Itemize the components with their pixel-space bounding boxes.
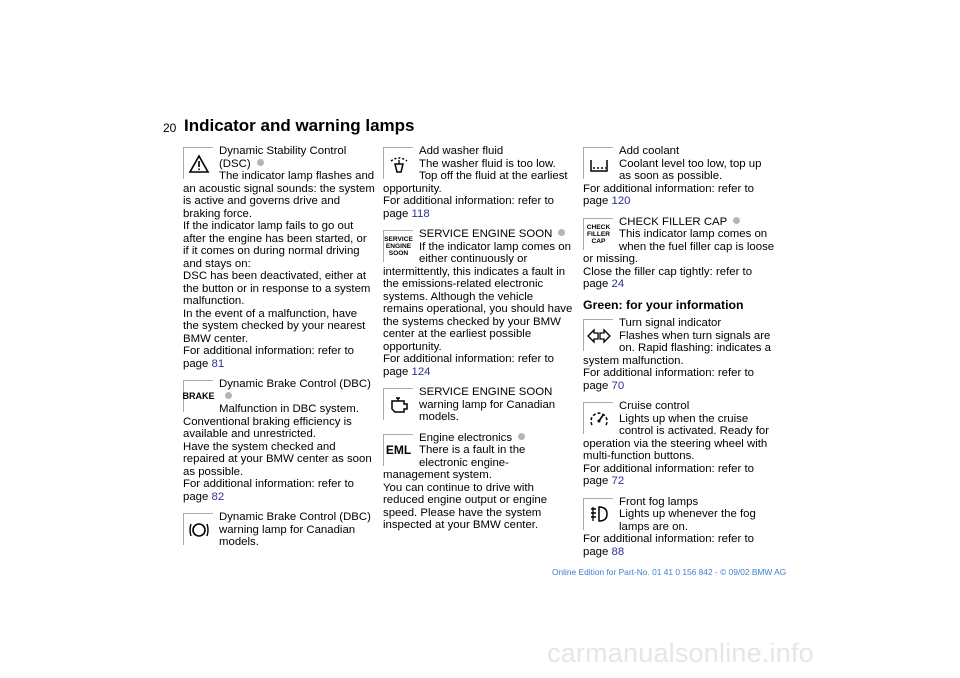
dsc-text-3: DSC has been deactivated, either at the button or in response to a system malfunction. (183, 270, 371, 307)
brake-icon-label: BRAKE (182, 391, 215, 401)
entry-eml (383, 432, 575, 532)
dbc-text: Malfunction in DBC system. Conventional braking efficiency is available and unrestricted. (183, 403, 359, 440)
service-page-link[interactable]: 124 (411, 365, 431, 378)
washer-fluid-icon (383, 147, 413, 179)
entry-service-canada (383, 386, 575, 424)
cruise-text: Lights up when the cruise control is activated. Ready for operation via the steering wheel with multi-function buttons. (583, 412, 770, 462)
entry-cruise-control (583, 400, 775, 488)
entry-coolant (583, 145, 775, 208)
indicator-dot (733, 217, 740, 224)
page-number: 20 (163, 121, 177, 135)
dbc-ref: For additional information: refer to page (183, 478, 354, 503)
washer-text: The washer fluid is too low. Top off the fluid at the earliest opportunity. (383, 157, 568, 195)
fog-page-link[interactable]: 88 (611, 545, 625, 558)
service-engine-soon-icon (383, 230, 413, 262)
dbc-page-link[interactable]: 82 (211, 490, 225, 503)
filler-text: This indicator lamp comes on when the fuel filler cap is loose or missing. (583, 228, 775, 265)
service-heading: SERVICE ENGINE SOON (419, 228, 553, 240)
coolant-text: Coolant level too low, top up as soon as possible. (619, 157, 762, 182)
entry-service-engine (383, 228, 575, 378)
page-title: Indicator and warning lamps (184, 116, 415, 135)
washer-heading: Add washer fluid (419, 145, 504, 157)
engine-icon (383, 388, 413, 420)
service-text: If the indicator lamp comes on either continuously or intermittently, this indicates a fault in the emissions-related electronic systems. Although the vehicle remains operational, you should have the systems checked by your BMW center at the earliest possible opportunity. (383, 240, 573, 353)
indicator-dot (518, 433, 525, 440)
indicator-dot (225, 392, 232, 399)
watermark: carmanualsonline.info (547, 638, 814, 668)
entry-turn-signal (583, 317, 775, 392)
cruise-heading: Cruise control (619, 400, 690, 412)
dsc-heading: Dynamic Stability Control (DSC) (219, 145, 347, 170)
filler-heading: CHECK FILLER CAP (619, 215, 728, 228)
entry-filler-cap (583, 216, 775, 291)
entry-dsc (183, 145, 375, 370)
turn-signal-icon (583, 319, 613, 351)
coolant-page-link[interactable]: 120 (611, 195, 631, 207)
filler-page-link[interactable]: 24 (611, 278, 625, 290)
dbc-canada-text: Dynamic Brake Control (DBC) warning lamp for Canadian models. (219, 511, 371, 548)
washer-page-link[interactable]: 118 (411, 207, 430, 220)
brake-disc-icon (183, 513, 213, 545)
turn-page-link[interactable]: 70 (611, 379, 625, 392)
brake-icon (183, 380, 213, 412)
entry-dbc-canada (183, 511, 375, 549)
dsc-warning-icon (183, 147, 213, 179)
coolant-ref: For additional information: refer to page (583, 182, 754, 207)
section-heading-green: Green: for your information (583, 297, 744, 312)
coolant-heading: Add coolant (619, 145, 680, 157)
entry-dbc (183, 378, 375, 503)
coolant-icon (583, 147, 613, 179)
fog-text: Lights up whenever the fog lamps are on. (619, 508, 756, 533)
fog-ref: For additional information: refer to page (583, 533, 754, 558)
filler-icon-label: CHECK FILLER CAP (586, 223, 611, 245)
turn-ref: For additional information: refer to page (583, 367, 754, 392)
column-2 (383, 145, 575, 540)
footer-edition: Online Edition for Part-No. 01 41 0 156 842 - © 09/02 BMW AG (552, 567, 787, 577)
eml-heading: Engine electronics (419, 431, 513, 444)
dsc-text: The indicator lamp flashes and an acoustic signal sounds: the system is active and governs drive and braking force. (183, 170, 375, 220)
turn-heading: Turn signal indicator (619, 317, 722, 329)
eml-text-2: You can continue to drive with reduced engine output or engine speed. Please have the system inspected at your BMW center. (383, 481, 548, 531)
entry-washer (383, 145, 575, 220)
filler-text-2: Close the filler cap tightly: refer to page (583, 265, 753, 290)
dbc-heading: Dynamic Brake Control (DBC) (219, 378, 371, 390)
service-canada-text: SERVICE ENGINE SOON warning lamp for Canadian models. (419, 386, 556, 423)
dsc-text-4: In the event of a malfunction, have the system checked by your nearest BMW center. (183, 307, 366, 345)
fog-lamp-icon (583, 498, 613, 530)
eml-text: There is a fault in the electronic engine-management system. (383, 444, 526, 481)
dsc-ref: For additional information: refer to page (183, 345, 354, 370)
turn-text: Flashes when turn signals are on. Rapid flashing: indicates a system malfunction. (583, 329, 771, 367)
entry-fog-lamps (583, 496, 775, 559)
eml-icon (383, 434, 413, 466)
column-3 (583, 145, 775, 566)
fog-heading: Front fog lamps (619, 495, 699, 508)
indicator-dot (257, 159, 264, 166)
cruise-page-link[interactable]: 72 (611, 475, 625, 487)
service-ref: For additional information: refer to page (383, 353, 554, 378)
cruise-control-icon (583, 402, 613, 434)
service-icon-label: SERVICE ENGINE SOON (384, 236, 413, 257)
dsc-page-link[interactable]: 81 (211, 357, 225, 370)
eml-icon-label: EML (385, 442, 412, 457)
check-filler-cap-icon (583, 218, 613, 250)
column-1 (183, 145, 375, 557)
dsc-text-2: If the indicator lamp fails to go out after the engine has been started, or if it comes on during normal driving and stays on: (183, 220, 367, 270)
dbc-text-2: Have the system checked and repaired at your BMW center as soon as possible. (183, 440, 372, 478)
indicator-dot (558, 229, 565, 236)
washer-ref: For additional information: refer to page (383, 195, 554, 220)
cruise-ref: For additional information: refer to page (583, 462, 754, 487)
